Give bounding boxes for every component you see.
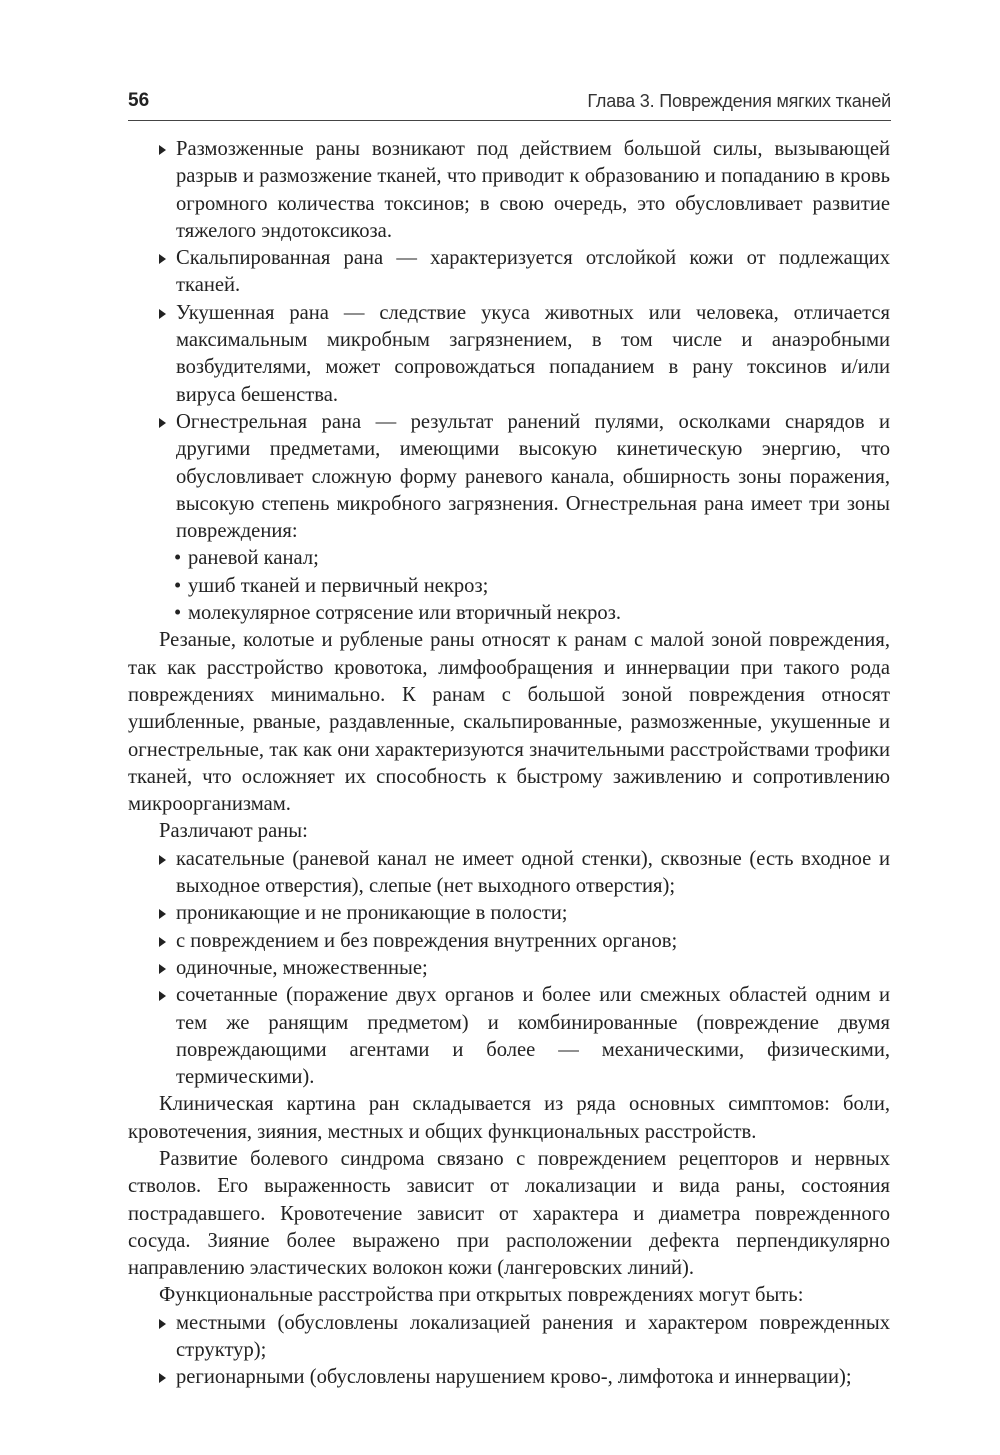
paragraph-clinical-picture: Клиническая картина ран складывается из ряда основных симптомов: боли, кровотечения, зияния, местных и общих функциональных расстройств. <box>128 1093 890 1143</box>
list-item-gunshot-wound <box>128 409 890 545</box>
list-item-zone: • раневой канал; <box>128 545 890 572</box>
distinguish-list <box>128 846 890 1092</box>
page-body <box>128 136 890 1392</box>
functional-lead: Функциональные расстройства при открытых повреждениях могут быть: <box>159 1284 804 1307</box>
page-header <box>128 88 891 121</box>
gunshot-zones-list <box>128 545 890 627</box>
gunshot-wound-text: Огнестрельная рана — результат ранений пулями, осколками снарядов и другими предметами, имеющими высокую кинетическую энергию, что обусловливает сложную форму раневого канала, обширность зоны поражения, высокую степень микробного загрязнения. Огнестрельная рана имеет три зоны повреждения: <box>176 410 890 543</box>
list-item-distinguish: проникающие и не проникающие в полости; <box>128 900 890 927</box>
list-item-distinguish: одиночные, множественные; <box>128 955 890 982</box>
list-item-scalped-wound: Скальпированная рана — характеризуется отслойкой кожи от подлежащих тканей. <box>128 245 890 300</box>
list-item-functional: регионарными (обусловлены нарушением крово-, лимфотока и иннервации); <box>128 1364 890 1391</box>
wound-types-list <box>128 136 890 545</box>
list-item-distinguish: касательные (раневой канал не имеет одной стенки), сквозные (есть входное и выходное отверстия), слепые (нет выходного отверстия); <box>128 846 890 901</box>
list-item-bitten-wound: Укушенная рана — следствие укуса животных или человека, отличается максимальным микробным загрязнением, в том числе и анаэробными возбудителями, может сопровождаться попаданием в рану токсинов и/или вируса бешенства. <box>128 300 890 409</box>
distinguish-lead: Различают раны: <box>159 820 308 843</box>
paragraph-damage-zones: Резаные, колотые и рубленые раны относят к ранам с малой зоной повреждения, так как расстройство кровотока, лимфообращения и иннервации при такого рода повреждениях минимально. К ранам с большой зоной повреждения относят ушибленные, рваные, раздавленные, скальпированные, размозженные, укушенные и огнестрельные, так как они характеризуются значительными расстройствами трофики тканей, что осложняет их способность к быстрому заживлению и сопротивлению микроорганизмам. <box>128 629 890 816</box>
list-item-zone: • ушиб тканей и первичный некроз; <box>128 573 890 600</box>
list-item-crushed-wound: Размозженные раны возникают под действием большой силы, вызывающей разрыв и размозжение тканей, что приводит к образованию и попаданию в кровь огромного количества токсинов; в свою очередь, это обусловливает развитие тяжелого эндотоксикоза. <box>128 136 890 245</box>
list-item-distinguish: с повреждением и без повреждения внутренних органов; <box>128 928 890 955</box>
list-item-zone: • молекулярное сотрясение или вторичный некроз. <box>128 600 890 627</box>
running-head: Глава 3. Повреждения мягких тканей <box>587 91 891 111</box>
list-item-functional: местными (обусловлены локализацией ранения и характером поврежденных структур); <box>128 1310 890 1365</box>
paragraph-pain-syndrome: Развитие болевого синдрома связано с повреждением рецепторов и нервных стволов. Его выраженность зависит от локализации и вида раны, состояния пострадавшего. Кровотечение зависит от характера и диаметра поврежденного сосуда. Зияние более выражено при расположении дефекта перпендикулярно направлению эластических волокон кожи (лангеровских линий). <box>128 1147 890 1280</box>
functional-list <box>128 1310 890 1392</box>
list-item-distinguish: сочетанные (поражение двух органов и более или смежных областей одним и тем же ранящим предметом) и комбинированные (повреждение двумя повреждающими агентами и более — механическими, физическими, термическими). <box>128 982 890 1091</box>
page-number: 56 <box>128 90 150 111</box>
